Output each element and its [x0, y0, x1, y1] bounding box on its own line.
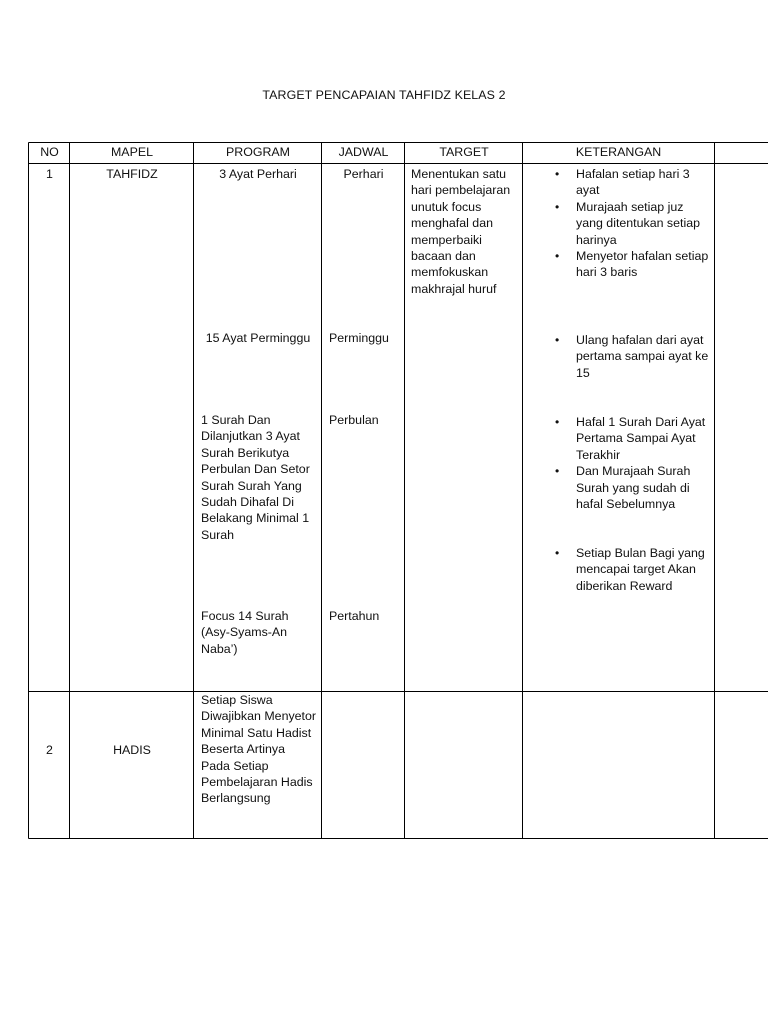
header-mapel: MAPEL [110, 145, 153, 159]
row1-program-2: 15 Ayat Perminggu [205, 331, 311, 345]
row1-program-4: Focus 14 Surah (Asy-Syams-An Naba’) [201, 609, 289, 656]
list-item: • Menyetor hafalan setiap hari 3 baris [576, 248, 712, 281]
row1-jadwal-3: Perbulan [329, 413, 379, 427]
row1-program-3: 1 Surah Dan Dilanjutkan 3 Ayat Surah Berikutya Perbulan Dan Setor Surah Surah Yang Sudah Dihafal Di Belakang Minimal 1 Surah [201, 413, 310, 542]
row1-program-1: 3 Ayat Perhari [219, 167, 297, 181]
header-program: PROGRAM [225, 145, 291, 159]
row1-keterangan-3b [576, 545, 712, 594]
row1-target: Menentukan satu hari pembelajaran unutuk focus menghafal dan memperbaiki bacaan dan memfokuskan makhrajal huruf [411, 167, 511, 296]
row2-program: Setiap Siswa Diwajibkan Menyetor Minimal Satu Hadist Beserta Artinya Pada Setiap Pembelajaran Hadis Berlangsung [201, 693, 317, 806]
list-item: • Hafalan setiap hari 3 ayat [576, 166, 712, 199]
list-item: • Dan Murajaah Surah Surah yang sudah di hafal Sebelumnya [576, 463, 712, 512]
row1-no: 1 [46, 167, 53, 181]
document-title: TARGET PENCAPAIAN TAHFIDZ KELAS 2 [262, 88, 506, 102]
row2-no: 2 [46, 743, 53, 757]
row1-jadwal-1: Perhari [343, 167, 384, 181]
header-jadwal: JADWAL [338, 145, 389, 159]
row1-jadwal-2: Perminggu [329, 331, 389, 345]
row1-keterangan-2 [576, 332, 712, 381]
row1-keterangan-1 [576, 166, 712, 281]
header-keterangan: KETERANGAN [575, 145, 662, 159]
list-item: • Setiap Bulan Bagi yang mencapai target Akan diberikan Reward [576, 545, 712, 594]
header-target: TARGET [439, 145, 489, 159]
row2-mapel: HADIS [113, 743, 151, 757]
row1-jadwal-4: Pertahun [329, 609, 380, 623]
header-no: NO [40, 145, 59, 159]
list-item: • Hafal 1 Surah Dari Ayat Pertama Sampai Ayat Terakhir [576, 414, 712, 463]
list-item: • Murajaah setiap juz yang ditentukan setiap harinya [576, 199, 712, 248]
row1-keterangan-3a [576, 414, 712, 512]
list-item: • Ulang hafalan dari ayat pertama sampai ayat ke 15 [576, 332, 712, 381]
row1-mapel: TAHFIDZ [106, 167, 158, 181]
